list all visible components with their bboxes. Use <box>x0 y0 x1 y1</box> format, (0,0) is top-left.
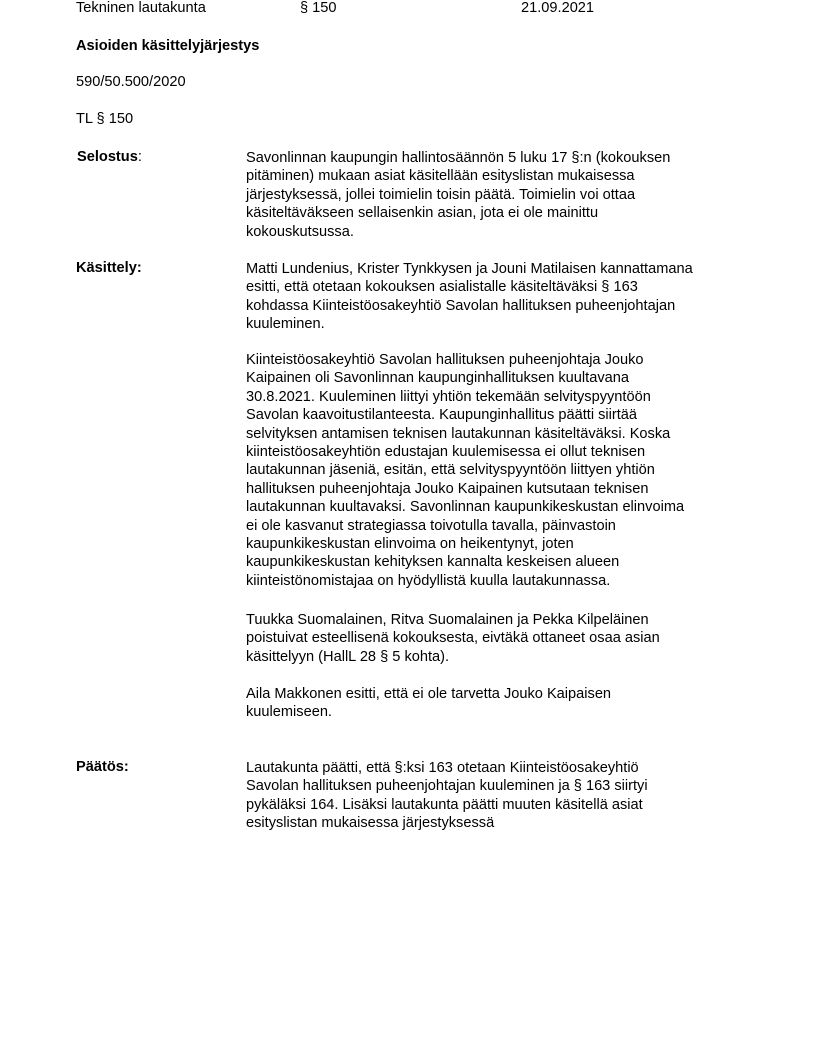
paatos-paragraph <box>246 759 746 833</box>
kasittely-line: poistuivat esteellisenä kokouksesta, eivtäkä ottaneet osaa asian <box>246 630 660 647</box>
kasittely-line: kiinteistönomistajaa on hyödyllistä kuulla lautakunnassa. <box>246 572 611 589</box>
kasittely-paragraph-2 <box>246 351 746 590</box>
selostus-line: käsiteltäväkseen sellaisenkin asian, jota ei ole mainittu <box>246 205 599 222</box>
section-reference: TL § 150 <box>76 111 134 127</box>
header-board-name: Tekninen lautakunta <box>76 0 206 16</box>
kasittely-line: kuuleminen. <box>246 316 325 333</box>
kasittely-line: kohdassa Kiinteistöosakeyhtiö Savolan hallituksen puheenjohtajan <box>246 297 676 314</box>
paatos-line: Lautakunta päätti, että §:ksi 163 otetaan Kiinteistöosakeyhtiö <box>246 760 639 776</box>
paatos-line: esityslistan mukaisessa järjestyksessä <box>246 815 495 832</box>
selostus-label-colon: : <box>137 149 142 165</box>
kasittely-line: Kaipainen oli Savonlinnan kaupunginhallituksen kuultavana <box>246 370 629 387</box>
kasittely-line: kiinteistöosakeyhtiön edustajan kuulemisessa ei ollut teknisen <box>246 444 646 461</box>
selostus-line: järjestyksessä, jollei toimielin toisin päätä. Toimielin voi ottaa <box>246 186 636 203</box>
kasittely-line: Aila Makkonen esitti, että ei ole tarvetta Jouko Kaipaisen <box>246 686 612 702</box>
kasittely-line: Tuukka Suomalainen, Ritva Suomalainen ja Pekka Kilpeläinen <box>246 612 649 628</box>
kasittely-line: lautakunnan kuultavaksi. Savonlinnan kaupunkikeskustan elinvoima <box>246 499 685 516</box>
selostus-label-text: Selostus <box>77 149 138 165</box>
selostus-label <box>77 149 142 165</box>
kasittely-paragraph-1 <box>246 260 746 334</box>
header-section-number: § 150 <box>300 0 337 16</box>
selostus-line: kokouskutsussa. <box>246 223 354 240</box>
paatos-label: Päätös: <box>76 759 129 775</box>
kasittely-line: ei ole kasvanut strategiassa toivotulla tavalla, päinvastoin <box>246 517 616 534</box>
reference-number: 590/50.500/2020 <box>76 74 186 90</box>
kasittely-line: käsittelyyn (HallL 28 § 5 kohta). <box>246 648 450 665</box>
kasittely-paragraph-3 <box>246 611 746 666</box>
kasittely-line: lautakunnan jäseniä, esitän, että selvityspyyntöön liittyen yhtiön <box>246 462 655 479</box>
kasittely-label: Käsittely: <box>76 260 142 276</box>
kasittely-line: kaupunkikeskustan elinvoima on heikentynyt, joten <box>246 536 574 553</box>
kasittely-line: kaupunkikeskustan kehityksen kannalta keskeisen alueen <box>246 554 620 571</box>
document-title: Asioiden käsittelyjärjestys <box>76 38 260 54</box>
header-date: 21.09.2021 <box>521 0 595 16</box>
kasittely-line: selvityksen antamisen teknisen lautakunnan käsiteltäväksi. Koska <box>246 425 671 442</box>
kasittely-line: hallituksen puheenjohtaja Jouko Kaipainen kutsutaan teknisen <box>246 480 649 497</box>
paatos-line: pykäläksi 164. Lisäksi lautakunta päätti muuten käsitellä asiat <box>246 796 643 813</box>
selostus-line: Savonlinnan kaupungin hallintosäännön 5 luku 17 §:n (kokouksen <box>246 150 671 166</box>
selostus-line: pitäminen) mukaan asiat käsitellään esityslistan mukaisessa <box>246 168 635 185</box>
selostus-paragraph <box>246 149 746 241</box>
kasittely-line: 30.8.2021. Kuuleminen liittyi yhtiön tekemään selvityspyyntöön <box>246 388 651 405</box>
kasittely-line: kuulemiseen. <box>246 704 332 721</box>
kasittely-line: Matti Lundenius, Krister Tynkkysen ja Jouni Matilaisen kannattamana <box>246 261 693 277</box>
kasittely-line: Kiinteistöosakeyhtiö Savolan hallituksen puheenjohtaja Jouko <box>246 352 644 368</box>
kasittely-paragraph-4 <box>246 685 746 722</box>
kasittely-line: esitti, että otetaan kokouksen asialistalle käsiteltäväksi § 163 <box>246 279 638 296</box>
paatos-line: Savolan hallituksen puheenjohtajan kuuleminen ja § 163 siirtyi <box>246 778 648 795</box>
kasittely-line: Savolan kaavoitustilanteesta. Kaupunginhallitus päätti siirtää <box>246 407 638 424</box>
